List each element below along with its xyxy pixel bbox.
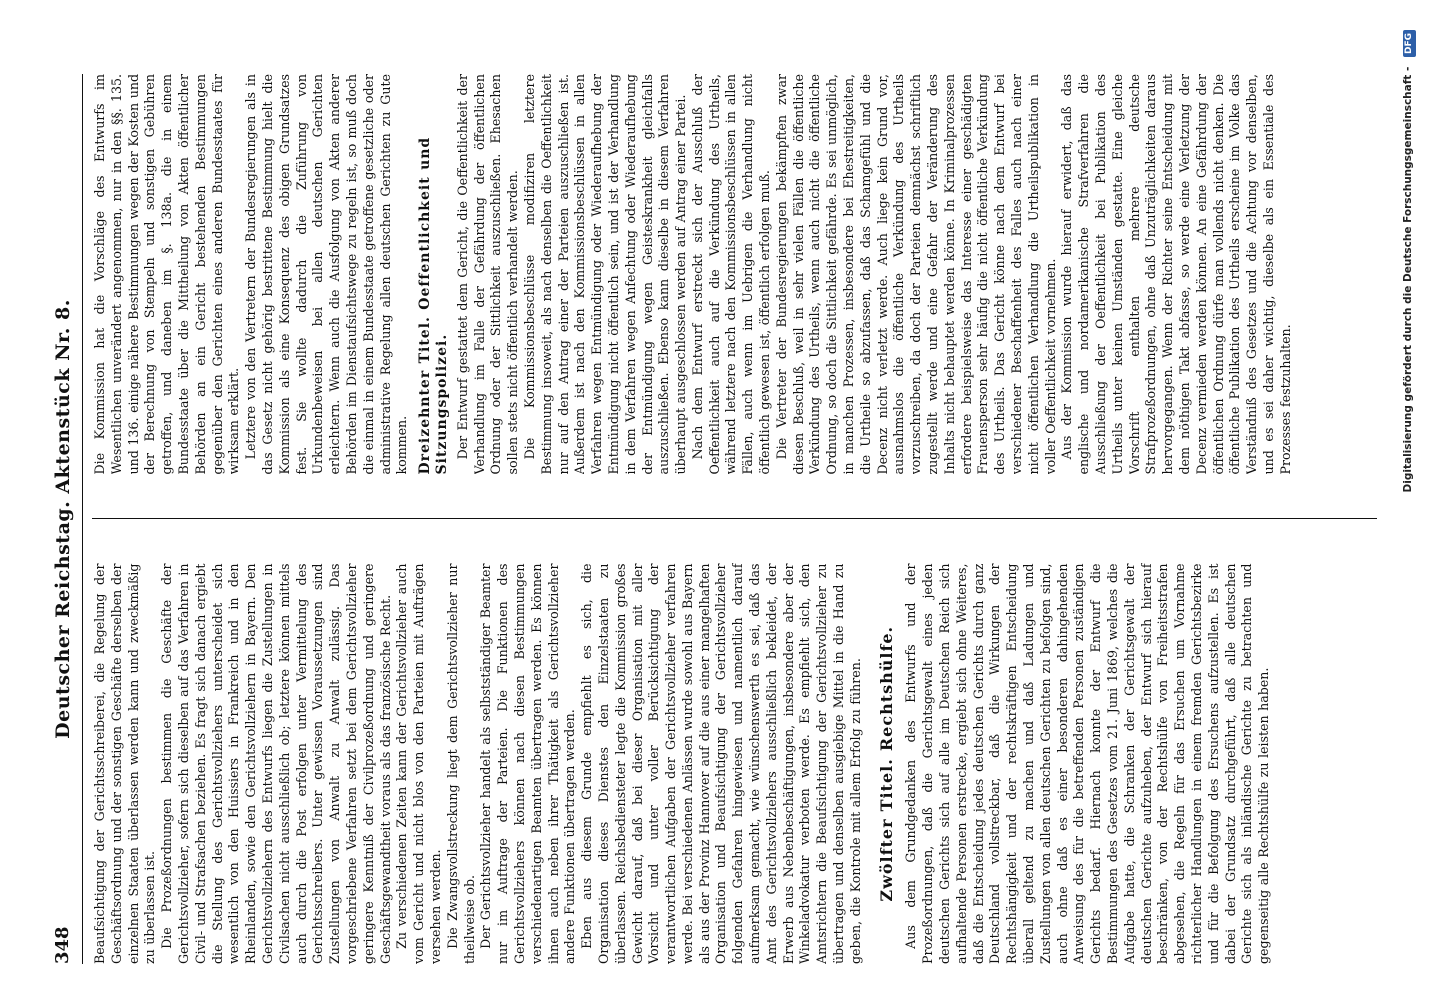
credit-text: Digitalisierung gefördert durch die Deutsche Forschungsgemeinschaft - <box>1402 66 1414 493</box>
column-divider <box>92 518 1377 519</box>
paragraph: Die Kommission hat die Vorschläge des Entwurfs im Wesentlichen unverändert angenommen, nur in den §§. 135. und 136. einige nähere Bestimmungen wegen der Kosten und der Berechnung von Stempeln und sonstigen Gebühren getroffen, und daneben im §. 138a. die in einem Bundesstaate über die Mittheilung von Akten öffentlicher Behörden an ein Gericht bestehenden Bestimmungen gegenüber den Gerichten eines anderen Bundesstaates für wirksam erklärt. <box>92 74 242 475</box>
dfg-logo: DFG <box>1403 30 1416 57</box>
paragraph: Die Kommissionsbeschlüsse modifiziren letztere Bestimmung insoweit, als nach denselben die Oeffentlichkeit nur auf den Antrag einer der Parteien auszuschließen ist. Außerdem ist nach den Kommissionsbeschlüssen in allen Verfahren wegen Entmündigung oder Wiederaufhebung der Entmündigung nicht öffentlich sein, und ist der Verhandlung in dem Verfahren wegen Anfechtung oder Wiederaufhebung der Entmündigung wegen Geisteskrankheit gleichfalls auszuschließen. Ebenso kann dieselbe in diesem Verfahren überhaupt ausgeschlossen werden auf Antrag einer Partei. <box>521 74 689 475</box>
paragraph: Der Entwurf gestattet dem Gericht, die Oeffentlichkeit der Verhandlung im Falle der Gefährdung der öffentlichen Ordnung oder der Sittlichkeit auszuschließen. Ehesachen sollen stets nicht öffentlich verhandelt werden. <box>454 74 521 475</box>
text-columns <box>92 74 1377 964</box>
paragraph: Eben aus diesem Grunde empfiehlt es sich, die Organisation dieses Dienstes den Einzelstaaten zu überlassen. Reichsbediensteter legte die Kommission großes Gewicht darauf, daß bei dieser Organisation mit aller Vorsicht und unter voller Berücksichtigung der verantwortlichen Aufgaben der Gerichtsvollzieher verfahren werde. Bei verschiedenen Anlässen wurde sowohl aus Bayern als aus der Provinz Hannover auf die aus einer mangelhaften Organisation und Beaufsichtigung der Gerichtsvollzieher folgenden Gefahren hingewiesen und namentlich darauf aufmerksam gemacht, wie wünschenswerth es sei, daß das Amt des Gerichtsvollziehers ausschließlich bekleidet, der Erwerb aus Nebenbeschäftigungen, insbesondere aber der Winkeladvokatur verboten werde. Es empfiehlt sich, den Amtsrichtern die Beaufsichtigung der Gerichtsvollzieher zu übertragen und denselben ausgiebige Mittel in die Hand zu geben, die Kontrole mit allem Erfolg zu führen. <box>579 563 863 964</box>
header-rule <box>82 74 83 964</box>
paragraph: Die Vertreter der Bundesregierungen bekämpften zwar diesen Beschluß, weil in sehr vielen Fällen die öffentliche Verkündung des Urtheils, wenn auch nicht die öffentliche Ordnung, so doch die Sittlichkeit gefährde. Es sei unmöglich, in manchen Prozessen, insbesondere bei Ehestreitigkeiten, die Urtheile so abzufassen, daß das Schamgefühl und die Decenz nicht verletzt werde. Auch liege kein Grund vor, ausnahmslos die öffentliche Verkündung des Urtheils vorzuschreiben, da doch der Parteien demnächst schriftlich zugestellt werde und eine Gefahr der Veränderung des Inhalts nicht behauptet werden könne. In Kriminalprozessen erfordere beispielsweise das Interesse einer geschädigten Frauensperson sehr häufig die nicht öffentliche Verkündung des Urtheils. Das Gericht könne nach dem Entwurf bei verschiedener Beschaffenheit des Falles auch nach einer nicht öffentlichen Verhandlung die Urtheilspublikation in voller Oeffentlichkeit vornehmen. <box>773 74 1058 475</box>
paragraph: Aus dem Grundgedanken des Entwurfs und der Prozeßordnungen, daß die Gerichtsgewalt eines jeden deutschen Gerichts sich auf alle im Deutschen Reich sich aufhaltende Personen erstrecke, ergiebt sich ohne Weiteres, daß die Entscheidung jedes deutschen Gerichts durch ganz Deutschland vollstreckbar, daß die Wirkungen der Rechtshängigkeit und der rechtskräftigen Entscheidung überall geltend zu machen und daß Ladungen und Zustellungen von allen deutschen Gerichten zu befolgen sind, auch ohne daß es einer besonderen dahingehenden Anweisung des für die betreffenden Personen zuständigen Gerichts bedarf. Hiernach konnte der Entwurf die Bestimmungen des Gesetzes vom 21. Juni 1869, welches die Aufgabe hatte, die Schranken der Gerichtsgewalt der deutschen Gerichte aufzuheben, der Entwurf sich hierauf beschränken, von der Rechtshülfe von Freiheitsstrafen abgesehen, die Regeln für das Ersuchen um Vornahme richterlicher Handlungen in einem fremden Gerichtsbezirke und für die Befolgung des Ersuchens aufzustellen. Es ist dabei der Grundsatz durchgeführt, daß alle deutschen Gerichte sich als inländische Gerichte zu betrachten und gegenseitig alle Rechtshülfe zu leisten haben. <box>903 563 1272 964</box>
paragraph: Letztere von den Vertretern der Bundesregierungen als in das Gesetz nicht gehörig bestrittene Bestimmung hielt die Kommission als eine Konsequenz des obigen Grundsatzes fest. Sie wollte dadurch die Zuführung von Urkundenbeweisen bei allen deutschen Gerichten erleichtern. Wenn auch die Ausfolgung von Akten anderer Behörden im Dienstaufsichtswege zu regeln ist, so muß doch die einmal in einem Bundesstaate getroffene gesetzliche oder administrative Regelung allen deutschen Gerichten zu Gute kommen. <box>243 74 410 475</box>
left-column <box>92 564 1377 965</box>
section-heading: Zwölfter Titel. Rechtshülfe. <box>876 625 896 902</box>
running-title: Deutscher Reichstag. Aktenstück Nr. 8. <box>52 299 74 739</box>
right-column <box>92 74 1377 475</box>
section-heading: Dreizehnter Titel. Oeffentlichkeit und Sitzungspolizei. <box>417 136 450 475</box>
paragraph: Der Gerichtsvollzieher handelt als selbstständiger Beamter nur im Auftrage der Parteien. Die Funktionen des Gerichtsvollziehers können nach diesen Bestimmungen verschiedenartigen Beamten übertragen werden. Es können ihnen auch neben ihrer Thätigkeit als Gerichtsvollzieher andere Funktionen übertragen werden. <box>478 563 578 964</box>
paragraph: Zu verschiedenen Zeiten kann der Gerichtsvollzieher auch vom Gericht und nicht blos von den Parteien mit Aufträgen versehen werden. <box>394 563 443 964</box>
page-header <box>52 74 82 964</box>
page-number: 348 <box>52 926 73 964</box>
paragraph: Aus der Kommission wurde hierauf erwidert, daß das englische und nordamerikanische Strafverfahren die Ausschließung der Oeffentlichkeit bei Publikation des Urtheils unter keinen Umständen gestatte. Eine gleiche Vorschrift enthalten mehrere deutsche Strafprozeßordnungen, ohne daß Unzuträglichkeiten daraus hervorgegangen. Wenn der Richter seine Entscheidung mit dem nöthigen Takt abfasse, so werde eine Verletzung der Decenz vermieden werden können. An eine Gefährdung der öffentlichen Ordnung dürfe man vollends nicht denken. Die öffentliche Publikation des Urtheils erscheine im Volke das Verständniß des Gesetzes und die Achtung vor denselben, und es sei daher wichtig, dieselbe als ein Essentiale des Prozesses festzuhalten. <box>1059 74 1293 475</box>
paragraph: Nach dem Entwurf erstreckt sich der Ausschluß der Oeffentlichkeit auch auf die Verkündung des Urtheils, während letztere nach den Kommissionsbeschlüssen in allen Fällen, auch wenn im Uebrigen die Verhandlung nicht öffentlich gewesen ist, öffentlich erfolgen muß. <box>689 74 773 475</box>
paragraph: Die Zwangsvollstreckung liegt dem Gerichtsvollzieher nur theilweise ob. <box>444 563 477 964</box>
paragraph: Beaufsichtigung der Gerichtsschreiberei, die Regelung der Geschäftsordnung und der sonstigen Geschäfte derselben der einzelnen Staaten überlassen werden kann und zweckmäßig zu überlassen ist. <box>92 563 158 964</box>
paragraph: Die Prozeßordnungen bestimmen die Geschäfte der Gerichtsvollzieher, sofern sich dieselben auf das Verfahren in Civil- und Strafsachen beziehen. Es fragt sich danach ergiebt die Stellung des Gerichtsvollziehers unterscheidet sich wesentlich von den Huissiers in Frankreich und in den Rheinlanden, sowie den Gerichtsvollziehern in Bayern. Den Gerichtsvollziehern des Entwurfs liegen die Zustellungen in Civilsachen nicht ausschließlich ob; letztere können mittels auch durch die Post erfolgen unter Vermittelung des Gerichtsschreibers. Unter gewissen Voraussetzungen sind Zustellungen von Anwalt zu Anwalt zulässig. Das vorgeschriebene Verfahren setzt bei dem Gerichtsvollzieher geringere Kenntniß der Civilprozeßordnung und geringere Geschäftsgewandtheit voraus als das französische Recht. <box>159 563 393 964</box>
digitization-credit <box>1402 30 1418 970</box>
